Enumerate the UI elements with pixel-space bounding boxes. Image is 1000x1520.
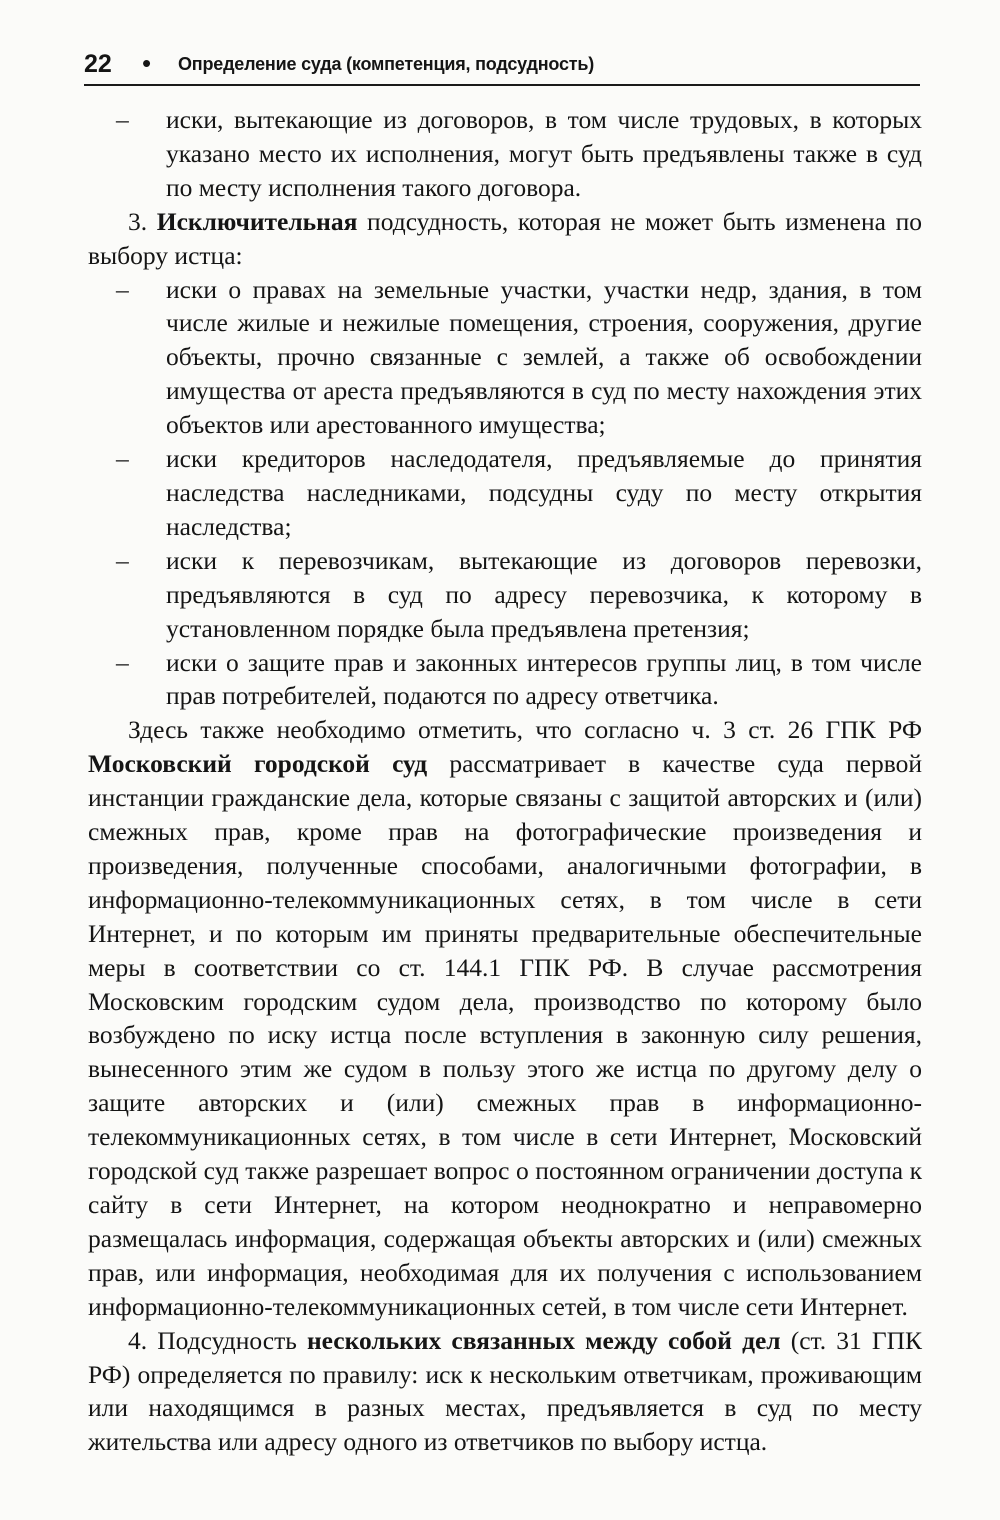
list-item [88, 646, 922, 714]
list-item [88, 544, 922, 646]
list-item [88, 442, 922, 544]
bold-term: Исключительная [156, 206, 358, 236]
paragraph-text: рассматривает в качестве суда первой инстанции гражданские дела, которые связаны с защитой авторских и (или) смежных прав, кроме прав на фотографические произведения и произведения, полученные способами, аналогичными фотографии, в информационно-телекоммуникационных сетях, в том числе в сети Интернет, и по которым им приняты предварительные обеспечительные меры в соответствии со ст. 144.1 ГПК РФ. В случае рассмотрения Московским городским судом дела, производство по которому было возбуждено по иску истца после вступления в законную силу решения, вынесенного этим же судом в пользу этого же истца по другому делу о защите авторских и (или) смежных прав в информационно-телекоммуникационных сетях, в том числе в сети Интернет, Московский городской суд также разрешает вопрос о постоянном ограничении доступа к сайту в сети Интернет, на котором неоднократно и неправомерно размещалась информация, содержащая объекты авторских и (или) смежных прав, или информация, необходимая для их получения с использованием информационно-телекоммуникационных сетей, в том числе сети Интернет. [88, 749, 922, 1321]
paragraph-exclusive-jurisdiction [88, 205, 922, 273]
dash-marker: – [116, 444, 129, 474]
dash-marker: – [116, 647, 129, 677]
page-number: 22 [84, 50, 112, 78]
list-item-text: иски о защите прав и законных интересов группы лиц, в том числе прав потребителей, подаются по адресу ответчика. [166, 647, 922, 711]
list-top [88, 103, 922, 205]
list-item-text: иски к перевозчикам, вытекающие из договоров перевозки, предъявляются в суд по адресу перевозчика, к которому в установленном порядке была предъявлена претензия; [166, 545, 922, 643]
list-item-text: иски кредиторов наследодателя, предъявляемые до принятия наследства наследниками, подсудны суду по месту открытия наследства; [166, 444, 922, 541]
paragraph-text: Здесь также необходимо отметить, что согласно ч. 3 ст. 26 ГПК РФ [128, 715, 922, 745]
paragraph-text: подсудность, которая не может быть изменена по выбору истца: [88, 206, 923, 270]
dash-marker: – [116, 274, 129, 304]
dash-marker: – [116, 105, 129, 134]
page-header [84, 46, 920, 86]
header-bullet: • [142, 48, 152, 78]
bold-term: нескольких связанных между собой дел [306, 1325, 781, 1355]
list-item [88, 103, 922, 205]
paragraph-text: (ст. 31 ГПК РФ) определяется по правилу: иск к нескольким ответчикам, проживающим или находящимся в разных местах, предъявляется в суд по месту жительства или адресу одного из ответчиков по выбору истца. [88, 1325, 922, 1457]
page-body [88, 103, 922, 1459]
paragraph-text: 4. Подсудность [128, 1325, 307, 1355]
list-item-text: иски, вытекающие из договоров, в том числе трудовых, в которых указано место их исполнения, могут быть предъявлены также в суд по месту исполнения такого договора. [166, 105, 922, 202]
bold-term: Московский городской суд [88, 749, 428, 779]
paragraph-number: 3. [128, 206, 157, 236]
running-title: Определение суда (компетенция, подсудность) [178, 54, 595, 74]
paragraph-related-cases [88, 1324, 922, 1460]
list-item [88, 273, 922, 443]
dash-marker: – [116, 545, 129, 575]
list-exclusive [88, 273, 922, 714]
paragraph-moscow-court [88, 713, 922, 1323]
list-item-text: иски о правах на земельные участки, участки недр, здания, в том числе жилые и нежилые помещения, строения, сооружения, другие объекты, прочно связанные с землей, а также об освобождении имущества от ареста предъявляются в суд по месту нахождения этих объектов или арестованного имущества; [166, 274, 922, 440]
